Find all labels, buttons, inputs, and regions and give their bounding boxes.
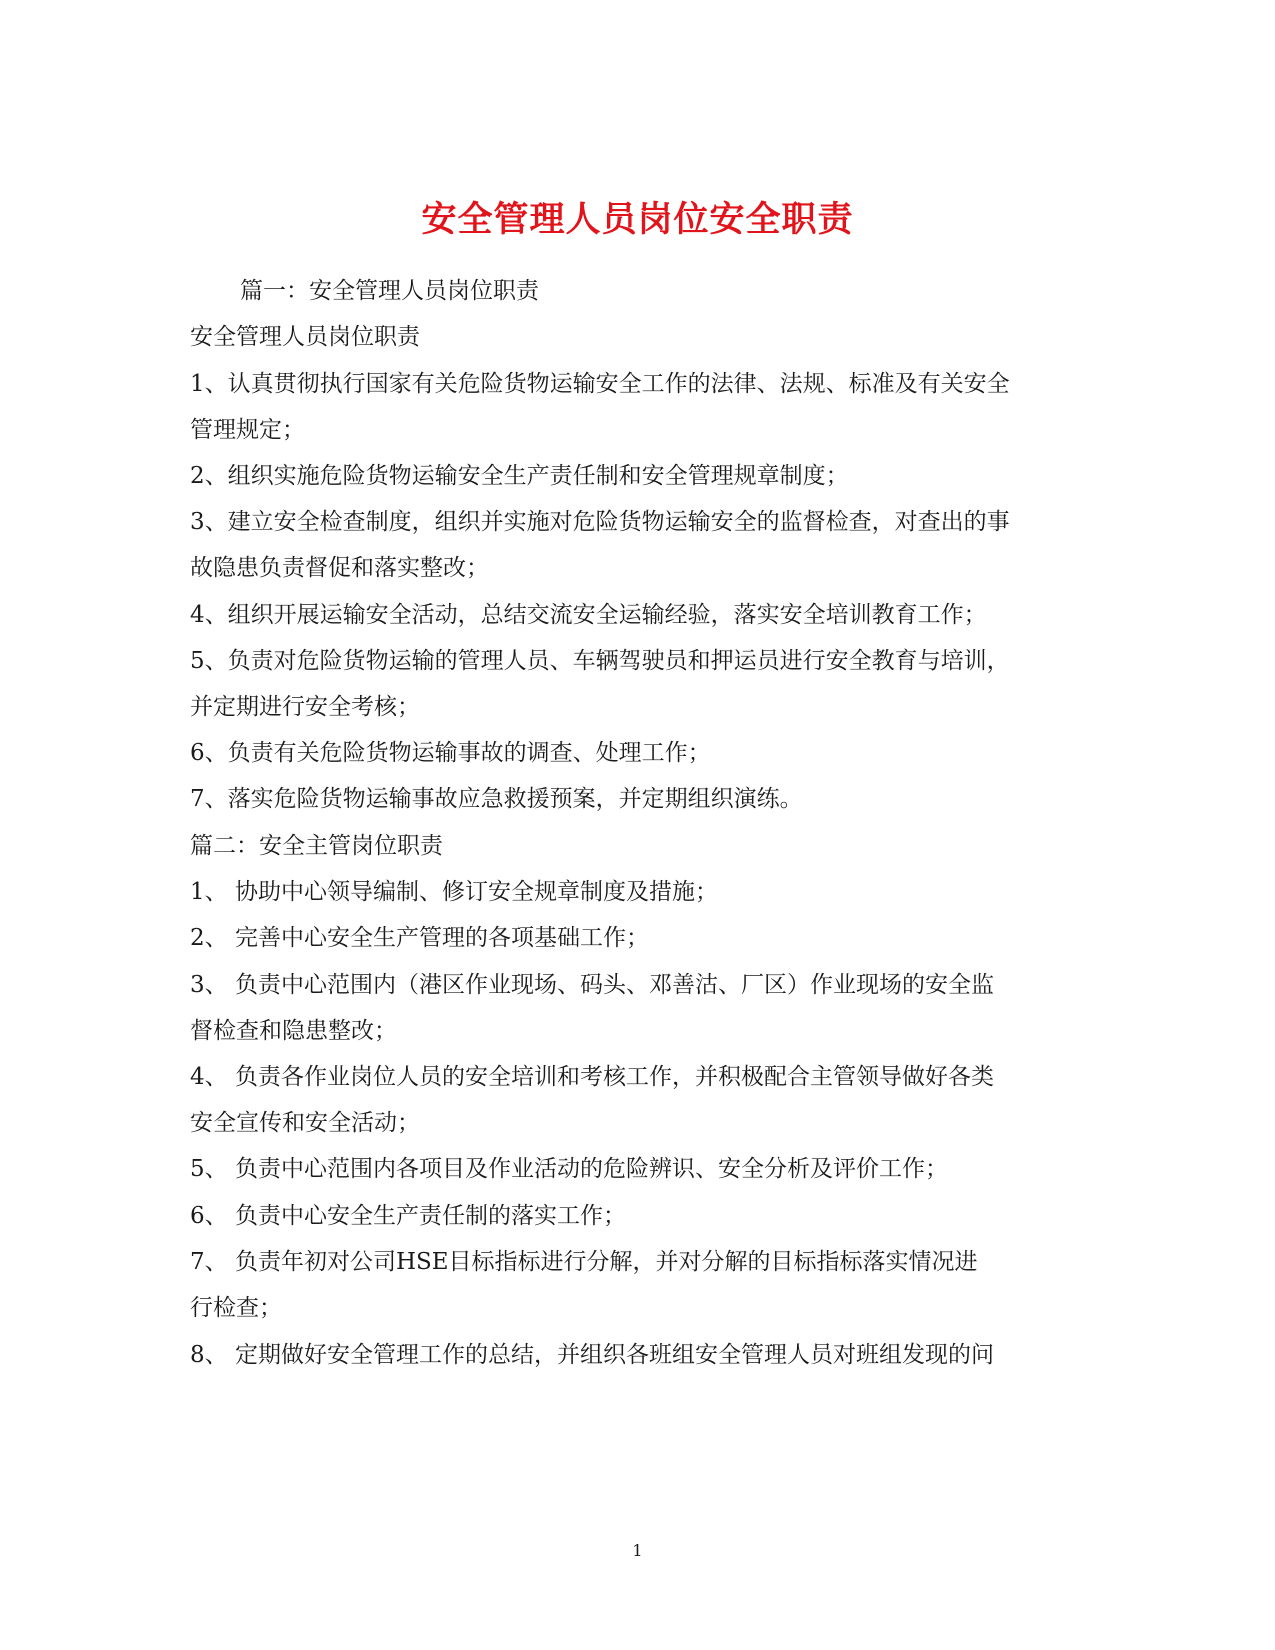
paragraph-line: 2、 完善中心安全生产管理的各项基础工作；: [190, 925, 649, 951]
paragraph-line: 3、 负责中心范围内（港区作业现场、码头、邓善沽、厂区）作业现场的安全监: [190, 972, 994, 998]
paragraph-line: 4、组织开展运输安全活动，总结交流安全运输经验，落实安全培训教育工作；: [190, 602, 987, 628]
paragraph-line: 4、 负责各作业岗位人员的安全培训和考核工作，并积极配合主管领导做好各类: [190, 1064, 994, 1090]
section-heading-2: 篇二：安全主管岗位职责: [190, 833, 443, 859]
paragraph-line: 管理规定；: [190, 417, 305, 443]
paragraph-line: 故隐患负责督促和落实整改；: [190, 555, 489, 581]
paragraph-line: 7、 负责年初对公司HSE目标指标进行分解，并对分解的目标指标落实情况进: [190, 1249, 978, 1275]
paragraph-line: 并定期进行安全考核；: [190, 694, 420, 720]
paragraph-line: 5、负责对危险货物运输的管理人员、车辆驾驶员和押运员进行安全教育与培训，: [190, 648, 1010, 674]
paragraph-line: 6、负责有关危险货物运输事故的调查、处理工作；: [190, 740, 711, 766]
paragraph-line: 1、认真贯彻执行国家有关危险货物运输安全工作的法律、法规、标准及有关安全: [190, 371, 1010, 397]
page-number: 1: [632, 1541, 643, 1560]
paragraph-line: 行检查；: [190, 1295, 282, 1321]
paragraph-line: 6、 负责中心安全生产责任制的落实工作；: [190, 1203, 626, 1229]
paragraph-line: 2、组织实施危险货物运输安全生产责任制和安全管理规章制度；: [190, 463, 849, 489]
paragraph-line: 安全宣传和安全活动；: [190, 1110, 420, 1136]
section-heading-1: 篇一：安全管理人员岗位职责: [240, 278, 539, 304]
paragraph-line: 督检查和隐患整改；: [190, 1018, 397, 1044]
paragraph-line: 5、 负责中心范围内各项目及作业活动的危险辨识、安全分析及评价工作；: [190, 1156, 948, 1182]
document-title: 安全管理人员岗位安全职责: [421, 199, 854, 241]
paragraph-line: 1、 协助中心领导编制、修订安全规章制度及措施；: [190, 879, 718, 905]
paragraph-line: 8、 定期做好安全管理工作的总结，并组织各班组安全管理人员对班组发现的问: [190, 1342, 994, 1368]
subheading: 安全管理人员岗位职责: [190, 324, 420, 350]
paragraph-line: 7、落实危险货物运输事故应急救援预案，并定期组织演练。: [190, 786, 803, 812]
paragraph-line: 3、建立安全检查制度，组织并实施对危险货物运输安全的监督检查，对查出的事: [190, 509, 1010, 535]
